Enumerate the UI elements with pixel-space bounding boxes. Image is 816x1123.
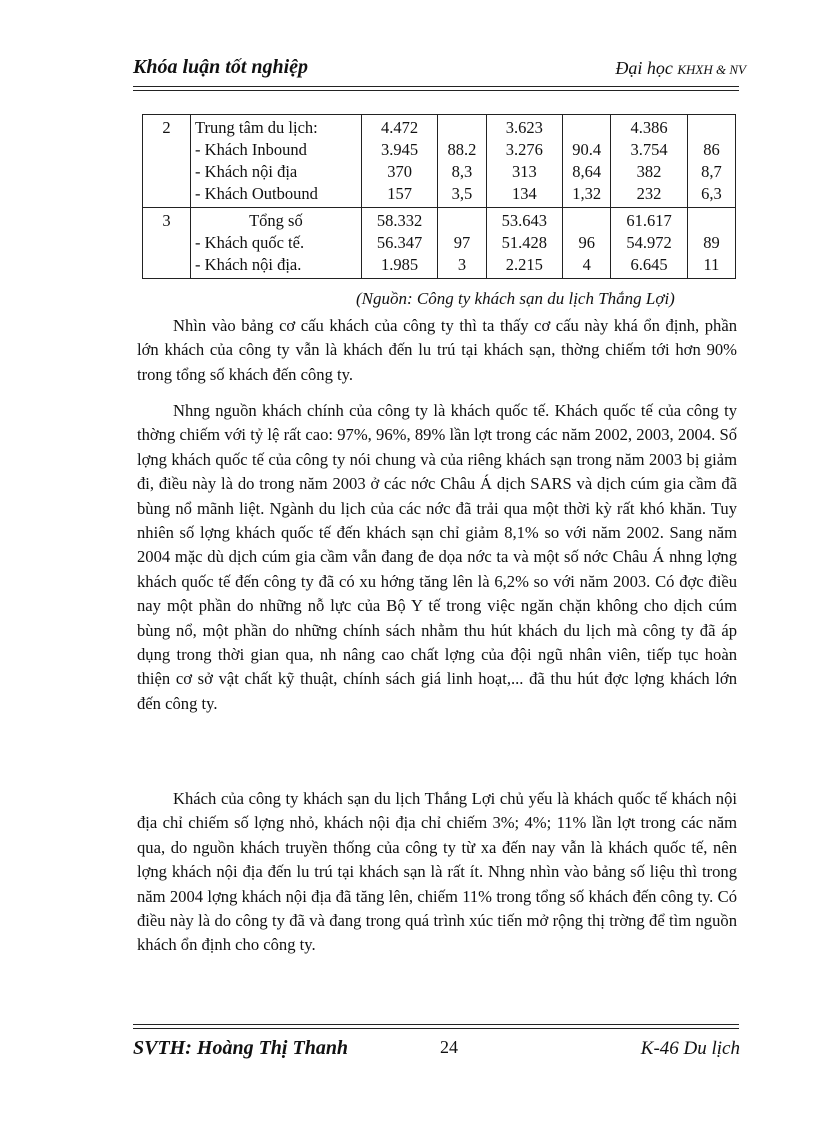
header-university-main: Đại học: [615, 58, 673, 78]
cell-line: 58.332: [376, 211, 423, 230]
cell-line: 157: [387, 184, 412, 203]
cell-line: 54.972: [626, 233, 672, 252]
cell-line: 4.472: [381, 118, 419, 137]
cell-line: - Khách nội địa.: [195, 255, 302, 274]
cell-line: 1,32: [572, 184, 602, 203]
header-university: [615, 58, 746, 79]
paragraph-3: Khách của công ty khách sạn du lịch Thắng Lợi chủ yếu là khách quốc tế khách nội địa chỉ chiếm số lợng nhỏ, khách nội địa chỉ chiếm 3%; 4%; 11% lần lợt trong các năm qua, do nguồn khách truyền thống của công ty từ xa đến nay vẫn là khách quốc tế, nên lợng khách nội địa đến lu trú tại khách sạn là rất ít. Nhng nhìn vào bảng số liệu thì trong năm 2004 lợng khách nội địa đã tăng lên, chiếm 11% trong tổng số khách đến công ty. Có điều này là do công ty đã và đang trong quá trình xúc tiến mở rộng thị trờng để tìm nguồn khách ổn định cho công ty.: [137, 789, 737, 955]
cell-line: 89: [703, 233, 720, 252]
cell-line: 88.2: [447, 140, 477, 159]
footer-rule-top: [133, 1024, 739, 1025]
footer-student: SVTH: Hoàng Thị Thanh: [133, 1037, 349, 1059]
table-cell-p2004: [687, 115, 735, 208]
header-thesis-title: Khóa luận tốt nghiệp: [133, 56, 309, 78]
header-rule-top: [133, 86, 739, 87]
cell-line: 61.617: [626, 211, 672, 230]
cell-line: [567, 210, 606, 232]
table-cell-v2002: [361, 115, 438, 208]
cell-line: 51.428: [501, 233, 548, 252]
cell-line: 1.985: [381, 255, 419, 274]
cell-line: [692, 117, 731, 139]
cell-line: Tổng số: [249, 211, 303, 230]
cell-line: - Khách quốc tế.: [195, 233, 305, 252]
cell-line: 97: [453, 233, 471, 252]
cell-line: 8,3: [451, 162, 473, 181]
table-cell-p2002: [438, 208, 486, 279]
cell-line: [567, 117, 606, 139]
cell-line: Trung tâm du lịch:: [195, 118, 318, 137]
table-cell-v2002: [361, 208, 438, 279]
cell-line: 96: [578, 233, 595, 252]
cell-line: 3.945: [381, 140, 419, 159]
cell-line: 232: [636, 184, 662, 203]
table-cell-p2002: [438, 115, 486, 208]
table-source: (Nguồn: Công ty khách sạn du lịch Thắng Lợi): [356, 289, 675, 308]
cell-line: 3.276: [505, 140, 543, 159]
cell-line: 8,64: [572, 162, 602, 181]
table-cell-labels: [191, 208, 362, 279]
footer-class: K-46 Du lịch: [640, 1038, 740, 1059]
cell-line: [692, 210, 731, 232]
cell-line: 86: [703, 140, 720, 159]
table-cell-v2003: [486, 208, 563, 279]
footer-rule-bottom: [133, 1028, 739, 1029]
cell-line: 11: [703, 255, 720, 274]
cell-line: - Khách Outbound: [195, 184, 318, 203]
table-cell-p2003: [563, 115, 611, 208]
cell-line: 3,5: [451, 184, 473, 203]
cell-line: 4: [582, 255, 591, 274]
table-cell-v2004: [611, 208, 688, 279]
cell-line: 53.643: [501, 211, 548, 230]
cell-line: 382: [636, 162, 662, 181]
table-row: [143, 115, 736, 208]
cell-line: [442, 117, 481, 139]
cell-line: 370: [387, 162, 412, 181]
table-cell-p2004: [687, 208, 735, 279]
page-number: 24: [440, 1037, 458, 1057]
cell-line: [442, 210, 481, 232]
cell-line: 4.386: [630, 118, 668, 137]
table-cell-labels: [191, 115, 362, 208]
guest-structure-table: [142, 114, 736, 279]
cell-line: 3.623: [505, 118, 543, 137]
table-cell-stt: 3: [143, 208, 191, 279]
cell-line: 90.4: [572, 140, 602, 159]
table-cell-v2003: [486, 115, 563, 208]
cell-line: 2.215: [505, 255, 543, 274]
cell-line: 134: [511, 184, 537, 203]
cell-line: 6.645: [630, 255, 668, 274]
cell-line: - Khách Inbound: [195, 140, 307, 159]
paragraph-1: Nhìn vào bảng cơ cấu khách của công ty thì ta thấy cơ cấu này khá ổn định, phần lớn khách của công ty vẫn là khách đến lu trú tại khách sạn, thờng chiếm tới hơn 90% trong tổng số khách đến công ty.: [137, 316, 737, 384]
cell-line: 3: [457, 255, 467, 274]
header-rule-bottom: [133, 90, 739, 91]
cell-line: 6,3: [701, 184, 722, 203]
cell-line: 313: [511, 162, 537, 181]
cell-line: 8,7: [701, 162, 722, 181]
table-row: [143, 208, 736, 279]
cell-line: - Khách nội địa: [195, 162, 298, 181]
cell-line: 3.754: [630, 140, 668, 159]
header-university-faculty: KHXH & NV: [677, 62, 746, 77]
table-cell-v2004: [611, 115, 688, 208]
cell-line: 56.347: [376, 233, 423, 252]
table-cell-p2003: [563, 208, 611, 279]
paragraph-2: Nhng nguồn khách chính của công ty là khách quốc tế. Khách quốc tế của công ty thờng chiếm với tỷ lệ rất cao: 97%, 96%, 89% lần lợt trong các năm 2002, 2003, 2004. Số lợng khách quốc tế của công ty nói chung và của riêng khách sạn trong năm 2003 bị giảm đi, điều này là do trong năm 2003 ở các nớc Châu Á dịch SARS và dịch cúm gia cầm đã bùng nổ mãnh liệt. Ngành du lịch của các nớc đã trải qua một thời kỳ rất khó khăn. Tuy nhiên số lợng khách quốc tế đến khách sạn chỉ giảm 8,1% so với năm 2002. Sang năm 2004 mặc dù dịch cúm gia cầm vẫn đang đe dọa nớc ta và một số nớc Châu Á nhng lợng khách quốc tế đến công ty đã có xu hớng tăng lên là 6,2% so với năm 2003. Có đợc điều nay một phần do những nỗ lực của Bộ Y tế trong việc ngăn chặn không cho dịch cúm bùng nổ, một phần do những chính sách nhằm thu hút khách du lịch mà công ty đã áp dụng trong thời gian qua, nh nâng cao chất lợng của đội ngũ nhân viên, tiếp tục hoàn thiện cơ sở vật chất kỹ thuật, chính sách giá linh hoạt,... đã thu hút đợc lợng khách lớn đến công ty.: [137, 401, 737, 713]
table-cell-stt: 2: [143, 115, 191, 208]
